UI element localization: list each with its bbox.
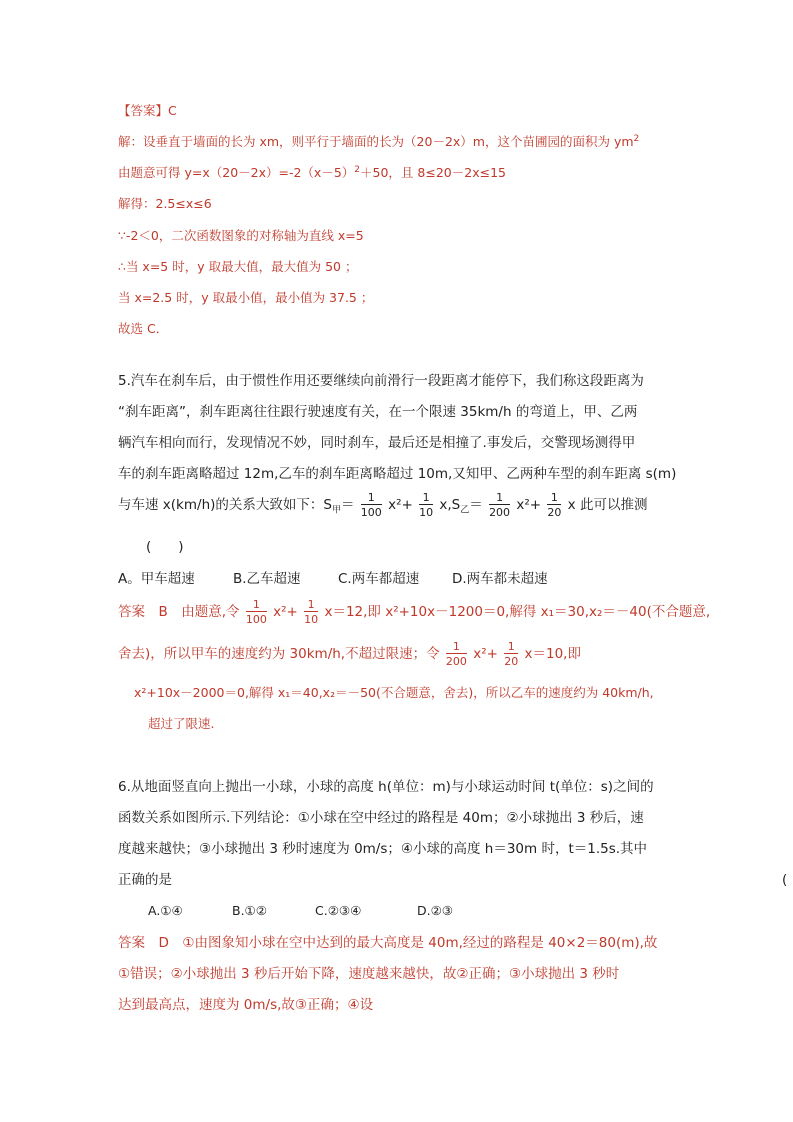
option-a: A.①④ xyxy=(148,903,183,918)
solution-line-3: 解得：2.5≤x≤6 xyxy=(118,196,212,211)
answer-6-line-1: 答案 D ①由图象知小球在空中达到的最大高度是 40m,经过的路程是 40×2＝80(m),故 xyxy=(118,935,658,951)
question-5-options xyxy=(118,573,548,587)
option-d: D.②③ xyxy=(417,903,454,918)
solution-line-6: 当 x=2.5 时，y 取最小值，最小值为 37.5 ； xyxy=(118,290,374,305)
question-6-line-2: 函数关系如图所示.下列结论：①小球在空中经过的路程是 40m；②小球抛出 3 秒后，速 xyxy=(118,810,644,826)
fraction: $\frac{1}{20}$ xyxy=(547,491,562,519)
question-5-formula-line: 与车速 x(km/h)的关系大致如下：$S_甲=$ $\frac{1}{100}$ x²+ $\frac{1}{10}$ $x,S_乙=$ $\frac{1}{200}$ x²+ $\frac{1}{20}$ x 此可以推测 xyxy=(118,491,648,519)
option-d: D.两车都未超速 xyxy=(452,571,548,587)
fraction: $\frac{1}{20}$ xyxy=(504,640,519,668)
question-6-paren: ( xyxy=(782,872,788,888)
solution-line-1: 解：设垂直于墙面的长为 xm，则平行于墙面的长为（20－2x）m，这个苗圃园的面积为 $ym^2$ xyxy=(118,133,640,149)
option-b: B.乙车超速 xyxy=(233,571,301,587)
solution-line-2: 由题意可得 $y=x(20-2x)=-2(x-5)^2+50$，且 8≤20－2x≤15 xyxy=(118,164,506,180)
option-c: C.两车都超速 xyxy=(338,571,420,587)
answer-6-line-3: 达到最高点，速度为 0m/s,故③正确；④设 xyxy=(118,997,374,1013)
option-c: C.②③④ xyxy=(315,903,362,918)
question-5-line-1: 5.汽车在刹车后，由于惯性作用还要继续向前滑行一段距离才能停下，我们称这段距离为 xyxy=(118,373,644,389)
solution-line-7: 故选 C． xyxy=(118,321,169,336)
answer-5-line-3: x²+10x－2000＝0,解得 x₁＝40,x₂＝－50(不合题意，舍去)，所以乙车的速度约为 40km/h, xyxy=(134,685,654,700)
option-a: A。甲车超速 xyxy=(118,571,195,587)
option-b: B.①② xyxy=(232,903,267,918)
fraction: $\frac{1}{200}$ xyxy=(445,640,467,668)
answer-heading: 【答案】C xyxy=(118,103,177,118)
answer-5-line-1: 答案 B 由题意,令 $\frac{1}{100}$ x²+ $\frac{1}{10}$ x＝12,即 x²+10x－1200＝0,解得 x₁＝30,x₂＝－40(不合题意, xyxy=(118,598,711,626)
question-5-paren: ( ) xyxy=(146,539,184,555)
answer-6-line-2: ①错误；②小球抛出 3 秒后开始下降，速度越来越快，故②正确；③小球抛出 3 秒时 xyxy=(118,966,620,982)
answer-5-line-2: 舍去)，所以甲车的速度约为 30km/h,不超过限速；令 $\frac{1}{200}$ x²+ $\frac{1}{20}$ x＝10,即 xyxy=(118,640,581,668)
question-5-line-3: 辆汽车相向而行，发现情况不妙，同时刹车，最后还是相撞了.事发后，交警现场测得甲 xyxy=(118,435,636,451)
answer-5-line-4: 超过了限速. xyxy=(148,716,215,731)
fraction: $\frac{1}{100}$ xyxy=(360,491,382,519)
question-6-line-1: 6.从地面竖直向上抛出一小球，小球的高度 h(单位：m)与小球运动时间 t(单位：s)之间的 xyxy=(118,779,654,795)
fraction: $\frac{1}{10}$ xyxy=(419,491,434,519)
solution-line-4: ∵-2＜0，二次函数图象的对称轴为直线 x=5 xyxy=(118,228,364,243)
question-5-line-2: “刹车距离”，刹车距离往往跟行驶速度有关，在一个限速 35km/h 的弯道上，甲、乙两 xyxy=(118,404,638,420)
question-5-line-4: 车的刹车距离略超过 12m,乙车的刹车距离略超过 10m,又知甲、乙两种车型的刹车距离 s(m) xyxy=(118,466,677,482)
fraction: $\frac{1}{10}$ xyxy=(304,598,319,626)
solution-line-5: ∴当 x=5 时，y 取最大值，最大值为 50 ； xyxy=(118,259,358,274)
fraction: $\frac{1}{200}$ xyxy=(489,491,511,519)
question-6-options xyxy=(148,905,453,918)
question-6-line-3: 度越来越快；③小球抛出 3 秒时速度为 0m/s；④小球的高度 h＝30m 时，t＝1.5s.其中 xyxy=(118,841,648,857)
question-6-line-4: 正确的是 xyxy=(118,872,172,888)
fraction: $\frac{1}{100}$ xyxy=(245,598,267,626)
